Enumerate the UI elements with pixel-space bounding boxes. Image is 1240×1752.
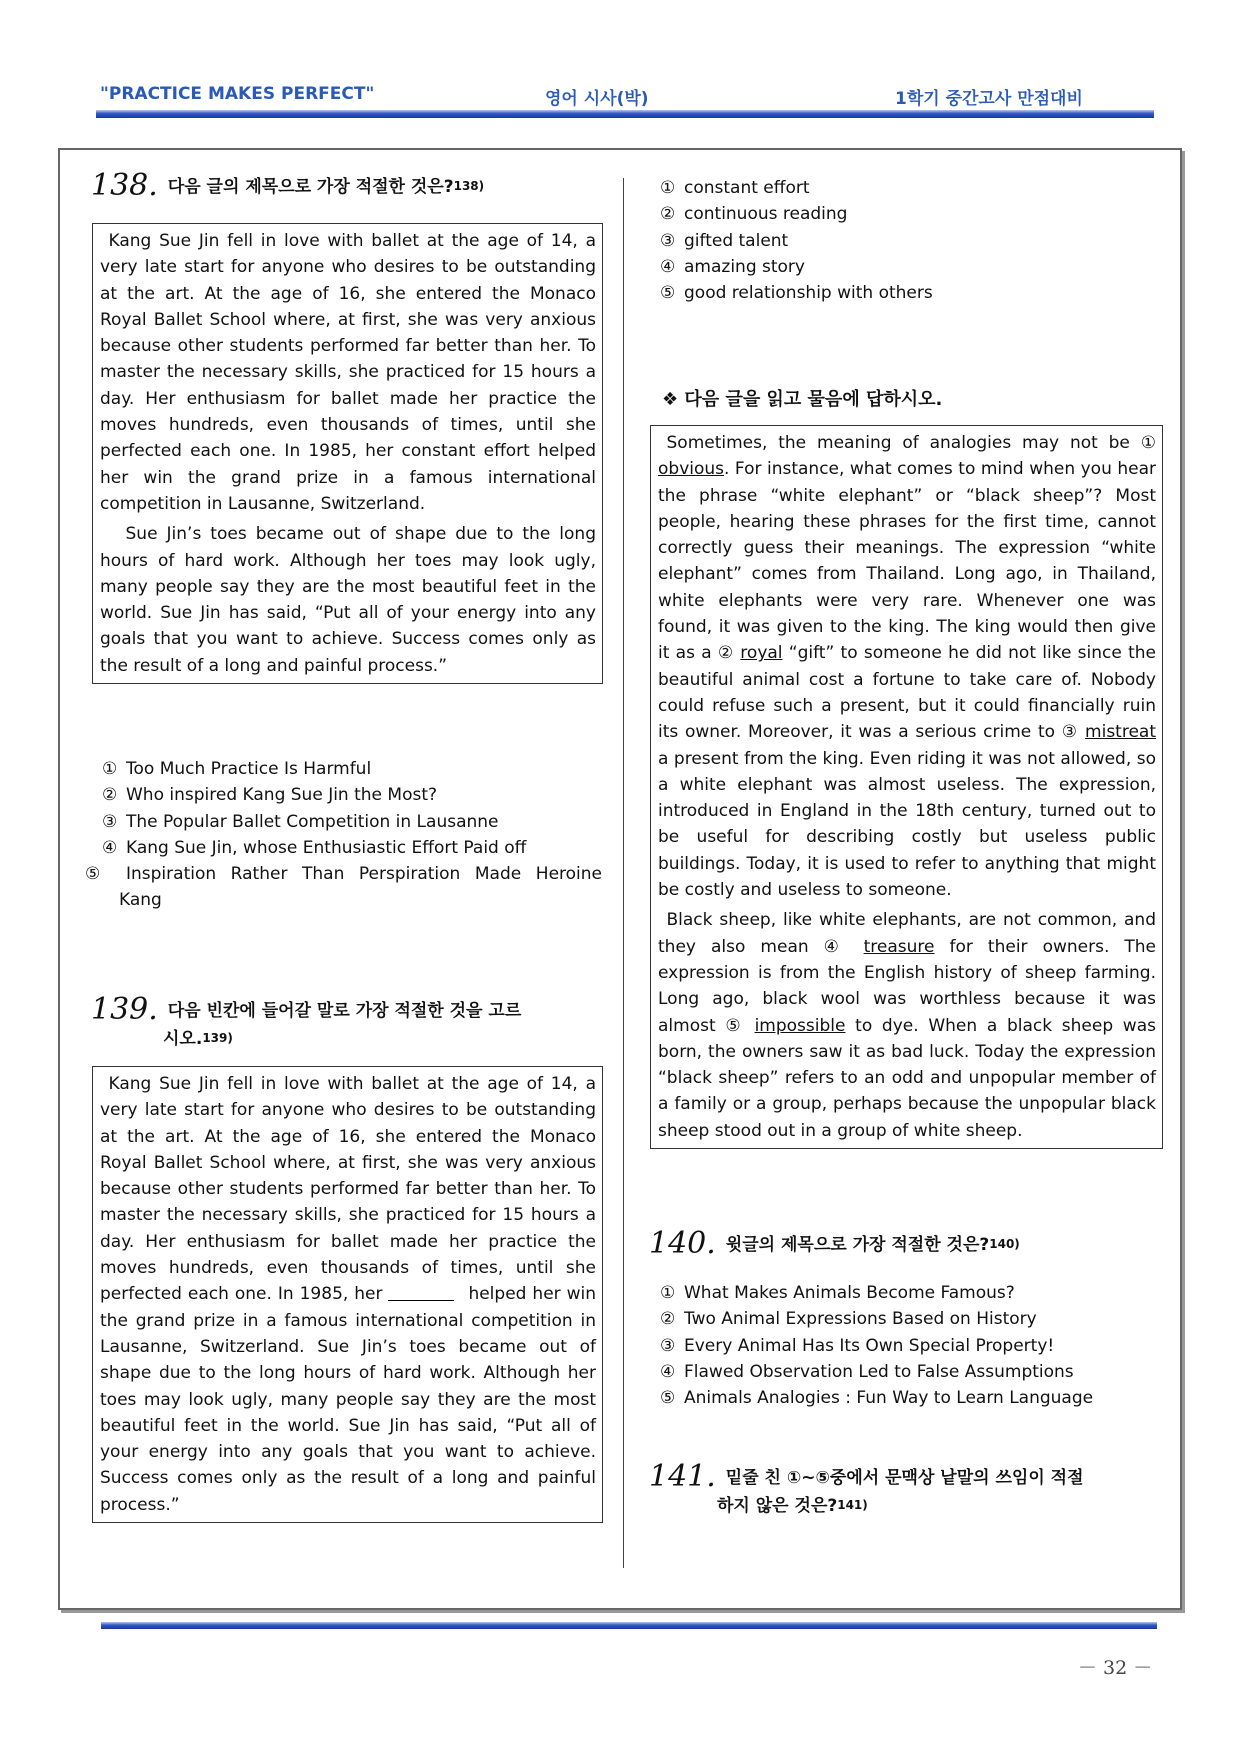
question-prompt: 밑줄 친 ①~⑤중에서 문맥상 낱말의 쓰임이 적절 — [725, 1468, 1084, 1488]
option[interactable]: ⑤ Animals Analogies : Fun Way to Learn Language — [660, 1388, 1094, 1409]
question-prompt-cont: 시오. — [163, 1029, 203, 1049]
question-number: 140. — [649, 1226, 716, 1261]
diamond-bullet-icon: ❖ — [662, 389, 679, 410]
option[interactable]: ③ gifted talent — [660, 230, 789, 251]
question-138-options — [85, 756, 602, 914]
header-exam: 1학기 중간고사 만점대비 — [895, 89, 1083, 109]
question-number: 138. — [91, 168, 158, 203]
passage-paragraph: Kang Sue Jin fell in love with ballet at the age of 14, a very late start for anyone who desires to be outstanding at the art. At the age of 16, she entered the Monaco Royal Ballet School where, at first, she was very anxious because other students performed far better than her. To master the necessary skills, she practiced for 15 hours a day. Her enthusiasm for ballet made her practice the moves hundreds, even thousands of times, until she perfected each one. In 1985, her constant effort helped her win the grand prize in a famous international competition in Lausanne, Switzerland. — [100, 231, 596, 514]
question-138-title — [91, 168, 485, 203]
option[interactable]: ① constant effort — [660, 178, 810, 198]
header-title-left: "PRACTICE MAKES PERFECT" — [100, 84, 375, 104]
underlined-word: mistreat — [1085, 722, 1157, 743]
question-138-passage — [92, 223, 603, 684]
question-140-title — [649, 1226, 1020, 1261]
option[interactable]: ② Who inspired Kang Sue Jin the Most? — [102, 785, 438, 806]
passage-paragraph: Black sheep, like white elephants, are not common, and they also mean ④ treasure for their owners. The expression is from the English history of sheep farming. Long ago, black wool was worthless because it was almost ⑤ impossible to dye. When a black sheep was born, the owners saw it as bad luck. Today the expression “black sheep” refers to an odd and unpopular member of a family or a group, perhaps because the unpopular black sheep stood out in a group of white sheep. — [658, 910, 1157, 1141]
question-139-title — [91, 992, 606, 1053]
question-prompt: 윗글의 제목으로 가장 적절한 것은? — [725, 1235, 990, 1255]
header-subject: 영어 시사(박) — [545, 89, 649, 109]
underlined-word: royal — [740, 643, 783, 664]
passage-text: Kang Sue Jin fell in love with ballet at the age of 14, a very late start for anyone who desires to be outstanding at the art. At the age of 16, she entered the Monaco Royal Ballet School where, at first, she was very anxious because other students performed far better than her. To master the necessary skills, she practiced for 15 hours a day. Her enthusiasm for ballet made her practice the moves hundreds, even thousands of times, until she perfected each one. In 1985, her — [100, 1074, 596, 1305]
question-139-options — [660, 175, 1160, 306]
answer-blank — [388, 1284, 454, 1301]
option[interactable]: ③ Every Animal Has Its Own Special Property! — [660, 1335, 1055, 1356]
underlined-word: impossible — [754, 1015, 846, 1036]
option[interactable]: ① Too Much Practice Is Harmful — [102, 759, 372, 779]
footnote-ref: 138) — [453, 179, 485, 193]
passage-text: helped her win the grand prize in a famous international competition in Lausanne, Switzerland. Sue Jin’s toes became out of shape due to the long hours of hard work. Although her toes may look ugly, many people say they are the most beautiful feet in the world. Sue Jin has said, “Put all of your energy into any goals that you want to achieve. Success comes only as the result of a long and painful process.” — [100, 1284, 596, 1515]
option[interactable]: ⑤ good relationship with others — [660, 283, 933, 304]
question-number: 139. — [91, 992, 158, 1027]
footnote-ref: 141) — [837, 1498, 868, 1512]
passage-paragraph: Sue Jin’s toes became out of shape due to the long hours of hard work. Although her toes may look ugly, many people say they are the most beautiful feet in the world. Sue Jin has said, “Put all of your energy into any goals that you want to achieve. Success comes only as the result of a long and painful process.” — [100, 524, 596, 676]
instruction-text: 다음 글을 읽고 물음에 답하시오. — [684, 389, 943, 410]
option[interactable]: ④ amazing story — [660, 256, 805, 277]
footnote-ref: 139) — [202, 1031, 233, 1045]
question-prompt: 다음 글의 제목으로 가장 적절한 것은? — [167, 177, 454, 197]
column-divider — [623, 178, 624, 1568]
option[interactable]: ② Two Animal Expressions Based on History — [660, 1309, 1037, 1330]
reading-instruction — [662, 385, 942, 411]
header-divider — [96, 110, 1154, 118]
question-140-options — [660, 1280, 1160, 1411]
question-139-passage — [92, 1066, 603, 1523]
option[interactable]: ① What Makes Animals Become Famous? — [660, 1283, 1015, 1303]
footer-divider — [101, 1622, 1157, 1629]
question-prompt-cont: 하지 않은 것은? — [717, 1496, 838, 1516]
question-prompt: 다음 빈칸에 들어갈 말로 가장 적절한 것을 고르 — [167, 1001, 522, 1021]
question-141-title — [649, 1459, 1169, 1520]
footnote-ref: 140) — [989, 1237, 1020, 1251]
analogies-passage — [650, 425, 1163, 1149]
option[interactable]: ④ Flawed Observation Led to False Assumptions — [660, 1361, 1074, 1382]
option[interactable]: ⑤ Inspiration Rather Than Perspiration Made Heroine Kang — [85, 864, 602, 911]
underlined-word: treasure — [863, 936, 935, 957]
option[interactable]: ④ Kang Sue Jin, whose Enthusiastic Effort Paid off — [102, 837, 527, 858]
passage-paragraph: Sometimes, the meaning of analogies may not be ① obvious. For instance, what comes to mind when you hear the phrase “white elephant” or “black sheep”? Most people, hearing these phrases for the first time, cannot correctly guess their meanings. The expression “white elephant” comes from Thailand. Long ago, in Thailand, white elephants were very rare. Whenever one was found, it was given to the king. The king would then give it as a ② royal “gift” to someone he did not like since the beautiful animal cost a fortune to take care of. Nobody could refuse such a present, but it could financially ruin its owner. Moreover, it was a serious crime to ③ mistreat a present from the king. Even riding it was not allowed, so a white elephant was almost useless. The expression, introduced in England in the 18th century, turned out to be useful for describing costly but useless public buildings. Today, it is used to refer to anything that might be costly and useless to someone. — [658, 433, 1157, 901]
underlined-word: obvious — [658, 459, 725, 480]
page-number: － 32 － — [1078, 1657, 1153, 1679]
question-number: 141. — [649, 1459, 716, 1494]
option[interactable]: ② continuous reading — [660, 204, 848, 225]
option[interactable]: ③ The Popular Ballet Competition in Lausanne — [102, 811, 499, 832]
